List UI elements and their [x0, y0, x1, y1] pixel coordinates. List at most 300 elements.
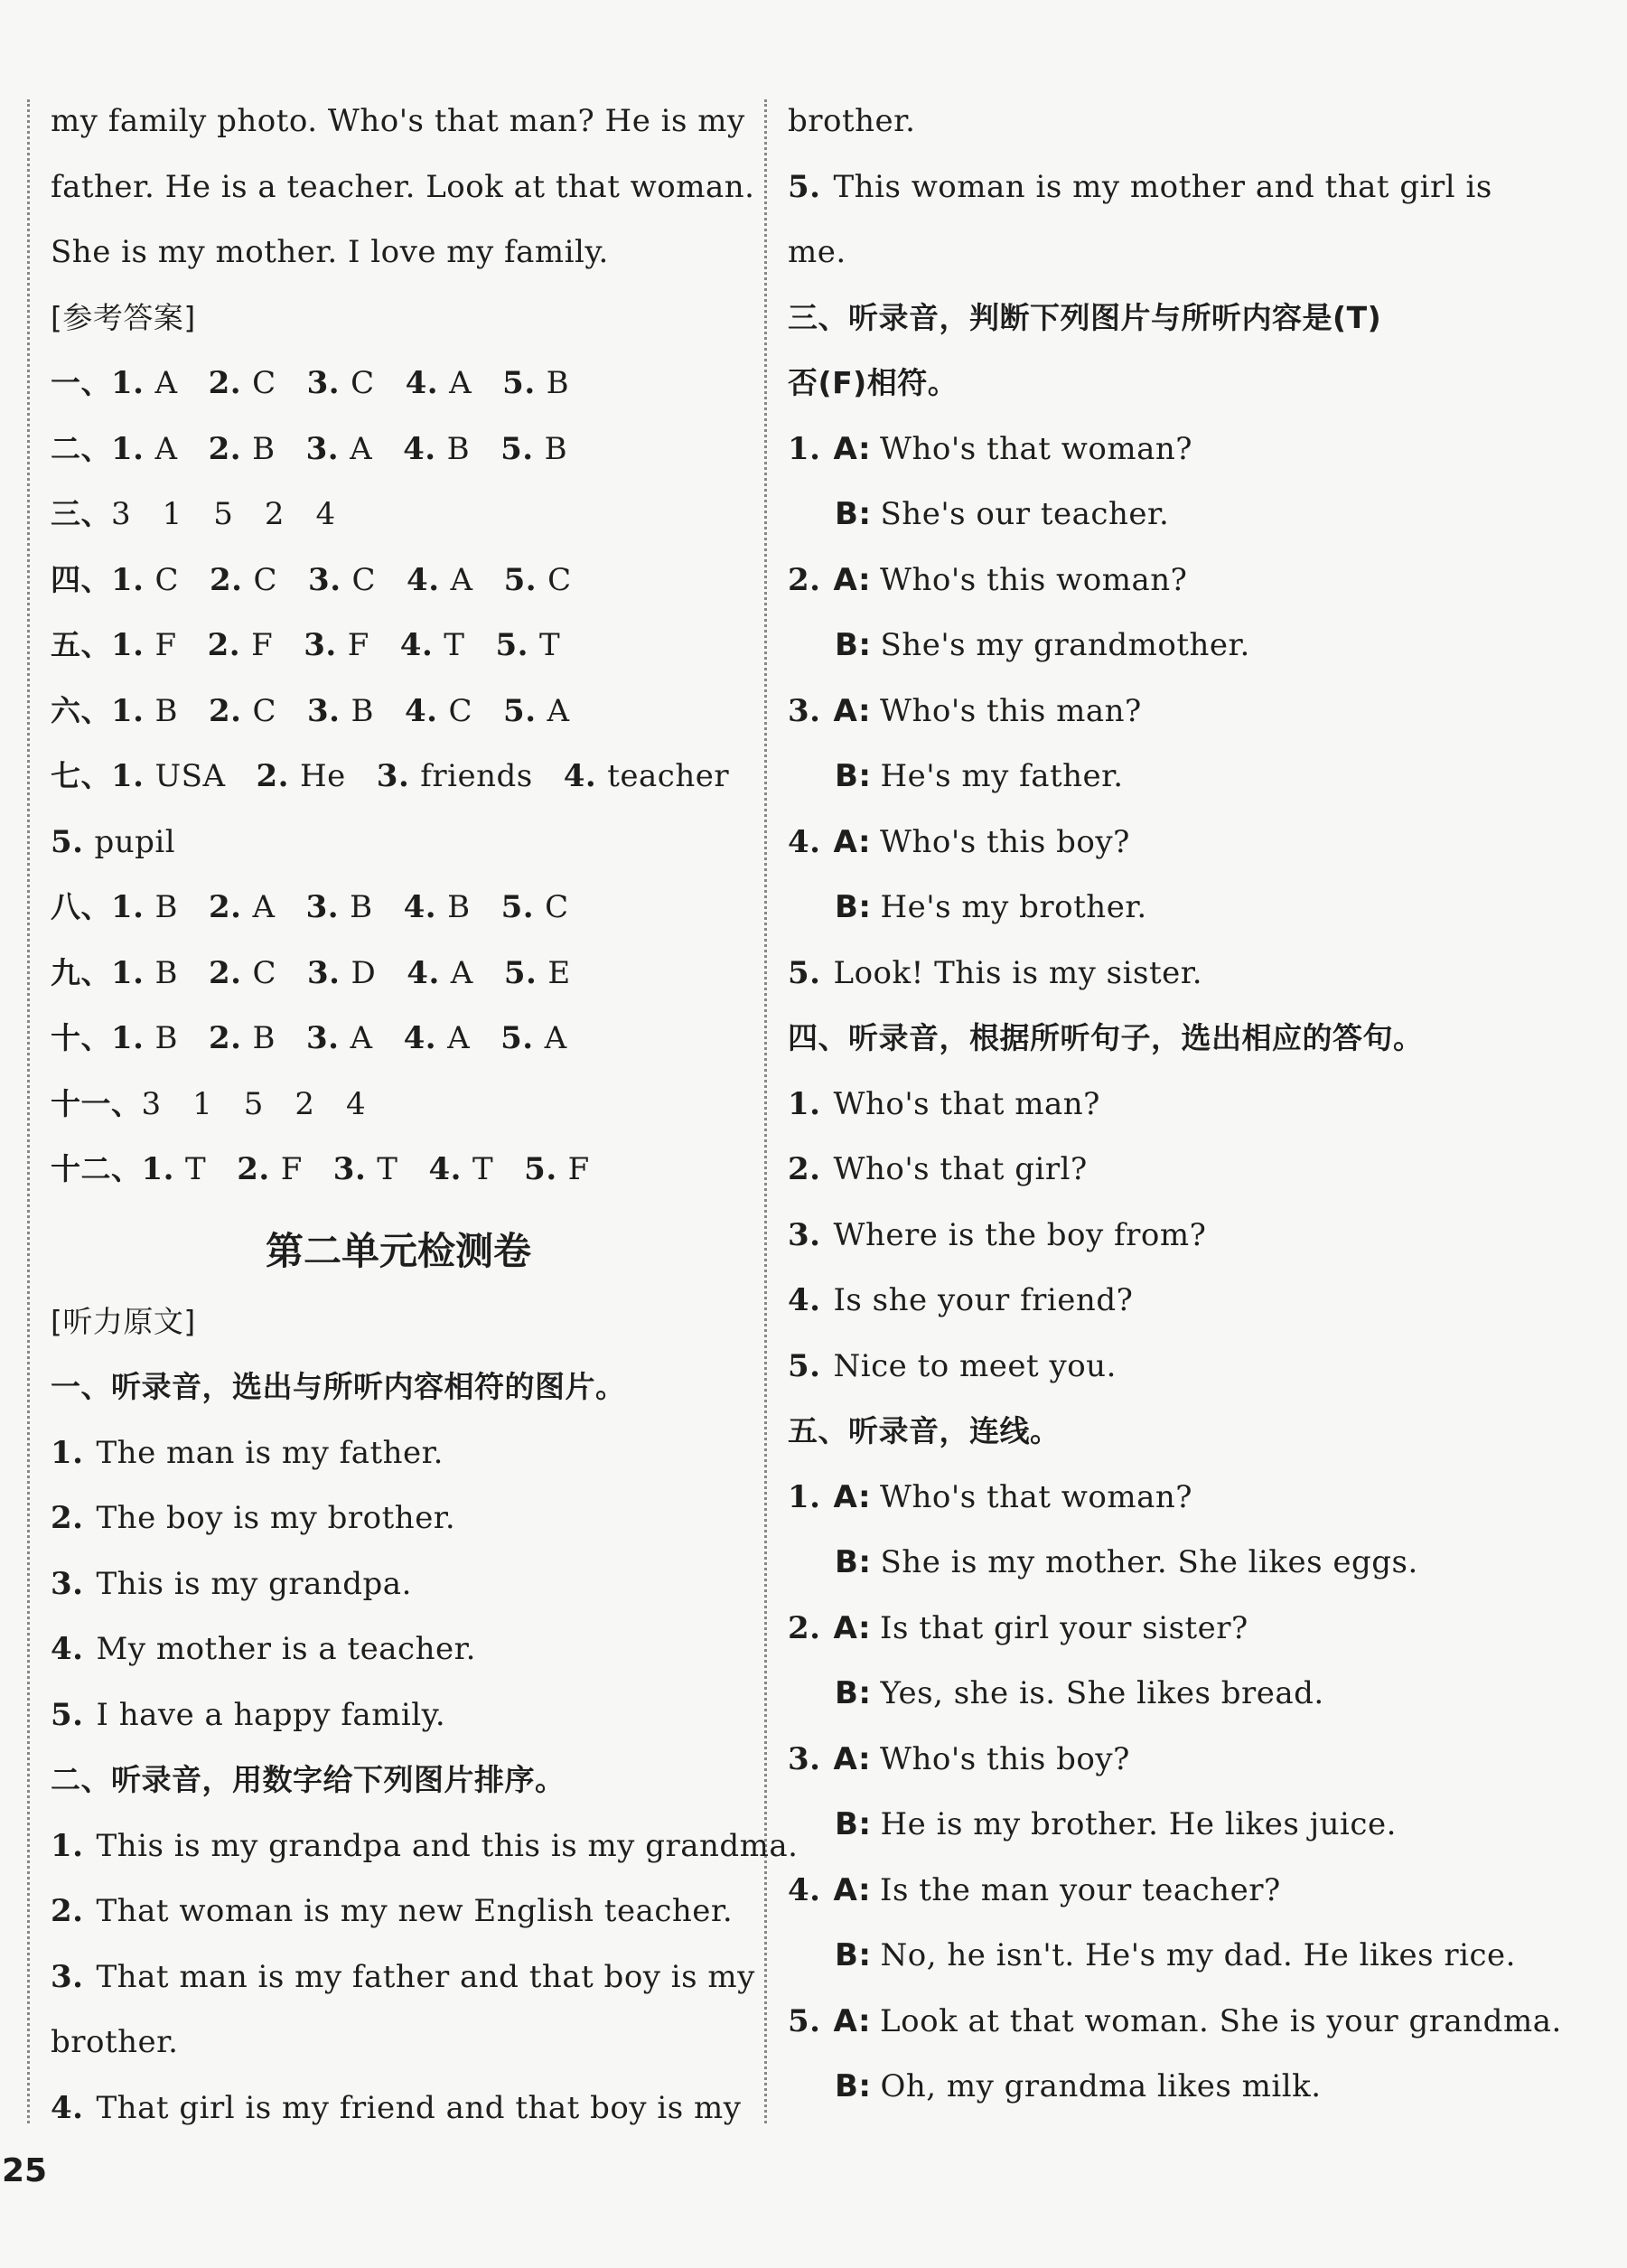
dialogue-line-b	[788, 1928, 1516, 1994]
answer-order: 3 1 5 2 4	[141, 1085, 367, 1122]
item-number: 2.	[51, 1893, 84, 1929]
listening-item	[51, 1884, 746, 1950]
answer-row	[51, 749, 746, 815]
listening-item	[51, 1622, 746, 1688]
answer-number: 1.	[111, 758, 145, 794]
answer-value: F	[154, 627, 177, 663]
answer-value: C	[252, 954, 277, 991]
answer-item	[501, 880, 569, 934]
listening-item	[788, 1339, 1483, 1405]
answer-row	[51, 553, 746, 619]
answer-section-label: 七、	[51, 758, 111, 793]
answer-item	[208, 618, 274, 672]
dialogue-line-b	[788, 2059, 1483, 2125]
answer-section-label: 九、	[51, 954, 111, 990]
section-title: 三、听录音，判断下列图片与所听内容是(T)	[788, 299, 1382, 335]
item-number: 2.	[51, 1500, 84, 1536]
answer-section-label: 十、	[51, 1020, 111, 1055]
dialogue-line-a	[788, 1601, 1483, 1667]
answer-row	[51, 946, 746, 1012]
section-title: 二、听录音，用数字给下列图片排序。	[51, 1762, 566, 1797]
answer-value: He	[300, 758, 346, 794]
answer-value: B	[154, 1020, 178, 1056]
item-number: 2.	[788, 1609, 821, 1646]
answer-item	[209, 1011, 276, 1065]
answer-value: F	[567, 1151, 590, 1187]
answer-item	[333, 1142, 398, 1196]
listening-item	[788, 1208, 1483, 1274]
answer-item	[428, 1142, 493, 1196]
speaker-a: A:	[833, 1609, 872, 1646]
speaker-b: B:	[835, 627, 872, 663]
answer-number: 2.	[209, 954, 242, 991]
dialogue-text: Who's this woman?	[880, 561, 1188, 598]
answer-item	[400, 618, 465, 672]
answer-number: 3.	[332, 1151, 367, 1187]
section-title-cont: 否(F)相符。	[788, 365, 958, 400]
answer-number: 4.	[403, 889, 437, 925]
answer-item	[210, 553, 277, 607]
answer-number: 2.	[208, 430, 242, 467]
answer-item	[495, 618, 560, 672]
item-text: That girl is my friend and that boy is my	[96, 2089, 742, 2126]
dialogue-line-a	[788, 1470, 1483, 1536]
right-column	[788, 94, 1562, 2125]
answer-value: A	[350, 1020, 373, 1056]
answer-value: B	[154, 954, 178, 991]
item-text: brother.	[51, 2024, 179, 2060]
item-number: 5.	[51, 1696, 84, 1733]
listening-item	[788, 946, 1483, 1012]
item-number: 1.	[788, 1085, 821, 1122]
speaker-a: A:	[833, 823, 872, 860]
item-text: Look! This is my sister.	[833, 954, 1203, 991]
item-number: 4.	[51, 1631, 84, 1667]
answer-value: B	[350, 889, 373, 925]
answer-value: T	[444, 627, 465, 663]
answer-number: 1.	[111, 430, 145, 467]
dialogue-text: She's my grandmother.	[880, 627, 1250, 663]
dialogue-line-b	[788, 1666, 1483, 1732]
speaker-a: A:	[833, 561, 872, 598]
listening-item	[51, 2081, 746, 2147]
answer-number: 3.	[307, 954, 341, 991]
answer-section-label: 五、	[51, 627, 111, 662]
answer-item	[306, 422, 373, 476]
answer-item	[111, 553, 179, 607]
item-number: 4.	[788, 1871, 821, 1908]
dialogue-text: Is that girl your sister?	[880, 1609, 1248, 1646]
answer-item	[500, 422, 567, 476]
answer-number: 1.	[111, 889, 145, 925]
item-number: 2.	[788, 561, 821, 598]
listening-item	[788, 94, 1483, 160]
dialogue-line-b	[788, 1535, 1483, 1601]
answer-number: 5.	[51, 823, 84, 860]
item-text: Where is the boy from?	[833, 1216, 1207, 1253]
listening-item	[788, 160, 1492, 226]
answer-number: 4.	[428, 1151, 462, 1187]
answer-number: 3.	[308, 561, 341, 598]
item-number: 1.	[51, 1434, 84, 1471]
answer-value: C	[545, 889, 569, 925]
answer-value: C	[252, 365, 276, 401]
answer-number: 2.	[207, 627, 241, 663]
dialogue-text: He's my father.	[880, 758, 1124, 794]
section-title: 五、听录音，连线。	[788, 1413, 1061, 1448]
answer-value: T	[185, 1151, 207, 1187]
answer-number: 4.	[407, 954, 440, 991]
answer-row	[51, 1011, 746, 1077]
answer-item	[406, 356, 472, 410]
item-text: This is my grandpa.	[96, 1565, 412, 1602]
answer-number: 1.	[111, 692, 145, 729]
dialogue-line-b	[788, 618, 1483, 684]
item-text: The man is my father.	[96, 1434, 444, 1471]
answer-row	[51, 618, 746, 684]
answer-item	[51, 815, 175, 869]
answer-item	[142, 1142, 207, 1196]
item-number: 5.	[788, 1347, 821, 1384]
item-text: Is she your friend?	[833, 1282, 1134, 1318]
answer-item	[111, 422, 178, 476]
speaker-b: B:	[835, 2068, 872, 2104]
answer-number: 1.	[141, 1151, 174, 1187]
answer-section-label: 四、	[51, 561, 111, 597]
answer-item	[404, 880, 471, 934]
item-text: This is my grandpa and this is my grandma.	[96, 1827, 799, 1864]
answer-item	[404, 1011, 471, 1065]
answer-item	[503, 684, 570, 738]
page-number: 25	[2, 2152, 48, 2189]
item-number: 1.	[51, 1827, 84, 1864]
speaker-b: B:	[835, 758, 872, 794]
item-text: brother.	[788, 103, 916, 139]
speaker-a: A:	[833, 1478, 872, 1515]
answer-number: 1.	[111, 627, 145, 663]
speaker-b: B:	[835, 1675, 872, 1711]
answer-number: 4.	[399, 627, 434, 663]
dialogue-text: Who's that woman?	[880, 430, 1192, 467]
listening-item	[51, 1688, 746, 1754]
item-text: That man is my father and that boy is my	[96, 1958, 755, 1995]
answer-value: B	[252, 1020, 276, 1056]
item-text: Who's that man?	[833, 1085, 1100, 1122]
dialogue-line-a	[788, 815, 1483, 881]
answer-value: B	[351, 692, 375, 729]
answer-row	[51, 422, 746, 488]
item-number: 1.	[788, 1478, 821, 1515]
answer-value: B	[154, 692, 178, 729]
answer-item	[307, 946, 376, 1000]
answer-item	[304, 618, 369, 672]
answer-number: 2.	[209, 889, 242, 925]
answer-value: D	[351, 954, 377, 991]
dialogue-line-a	[788, 1732, 1483, 1798]
answer-item	[307, 684, 374, 738]
dialogue-text: She is my mother. She likes eggs.	[880, 1544, 1418, 1580]
dialogue-text: He is my brother. He likes juice.	[880, 1806, 1397, 1842]
answer-key-header: [参考答案]	[51, 299, 196, 335]
answer-value: B	[446, 430, 471, 467]
answer-value: C	[547, 561, 572, 598]
answer-item	[500, 1011, 567, 1065]
answer-section-label: 六、	[51, 692, 111, 728]
answer-number: 2.	[208, 365, 242, 401]
answer-number: 3.	[306, 1020, 340, 1056]
answer-item	[502, 356, 569, 410]
dialogue-line-b	[788, 487, 1483, 553]
answer-section-label: 十二、	[51, 1151, 142, 1186]
answer-value: C	[154, 561, 180, 598]
dialogue-text: Who's this boy?	[880, 823, 1130, 860]
speaker-b: B:	[835, 1544, 872, 1580]
answer-value: B	[544, 430, 568, 467]
listening-item	[51, 1950, 755, 2016]
passage-line: She is my mother. I love my family.	[51, 234, 609, 270]
answer-value: friends	[420, 758, 533, 794]
answer-value: A	[252, 889, 276, 925]
answer-item	[111, 356, 178, 410]
item-number: 2.	[788, 1151, 821, 1187]
answer-value: B	[252, 430, 276, 467]
answer-number: 5.	[500, 889, 535, 925]
dialogue-text: He's my brother.	[880, 889, 1147, 925]
item-number: 5.	[788, 168, 821, 205]
answer-number: 1.	[111, 954, 145, 991]
answer-section-label: 三、	[51, 496, 111, 531]
answer-number: 4.	[407, 561, 440, 598]
answer-number: 2.	[256, 758, 289, 794]
answer-value: C	[448, 692, 473, 729]
left-column	[51, 94, 799, 2146]
speaker-a: A:	[833, 430, 872, 467]
answer-number: 2.	[210, 561, 243, 598]
answer-item	[111, 946, 178, 1000]
answer-item	[524, 1142, 590, 1196]
item-number: 4.	[51, 2089, 84, 2126]
answer-item	[209, 684, 276, 738]
item-number: 4.	[788, 823, 821, 860]
item-number: 5.	[788, 954, 821, 991]
answer-item	[237, 1142, 303, 1196]
answer-value: C	[253, 561, 278, 598]
speaker-a: A:	[833, 692, 872, 729]
answer-number: 4.	[563, 758, 597, 794]
answer-number: 1.	[111, 561, 145, 598]
answer-number: 3.	[376, 758, 410, 794]
answer-number: 4.	[403, 1020, 437, 1056]
answer-row	[51, 356, 746, 422]
answer-value: A	[547, 692, 570, 729]
answer-value: A	[449, 365, 472, 401]
listening-item	[788, 225, 1483, 291]
answer-item	[111, 618, 177, 672]
item-text: My mother is a teacher.	[96, 1631, 476, 1667]
answer-value: C	[351, 365, 375, 401]
dialogue-text: Who's this boy?	[880, 1740, 1130, 1777]
answer-value: A	[544, 1020, 567, 1056]
answer-item	[111, 880, 178, 934]
answer-number: 4.	[405, 365, 439, 401]
passage-line: father. He is a teacher. Look at that woman.	[51, 168, 755, 205]
item-number: 3.	[51, 1958, 84, 1995]
answer-value: A	[154, 430, 178, 467]
dialogue-text: Who's that woman?	[880, 1478, 1192, 1515]
dialogue-line-a	[788, 553, 1483, 619]
answer-item	[504, 553, 572, 607]
answer-value: T	[472, 1151, 494, 1187]
answer-item	[564, 749, 729, 803]
answer-value: F	[347, 627, 369, 663]
answer-section-label: 十一、	[51, 1085, 142, 1121]
answer-item	[377, 749, 533, 803]
answer-number: 3.	[307, 692, 341, 729]
answer-item	[308, 553, 376, 607]
answer-row	[51, 815, 746, 881]
dialogue-line-a	[788, 422, 1483, 488]
answer-value: F	[280, 1151, 303, 1187]
dialogue-line-b	[788, 880, 1483, 946]
speaker-b: B:	[835, 496, 872, 532]
item-number: 3.	[51, 1565, 84, 1602]
answer-value: C	[351, 561, 377, 598]
answer-item	[405, 684, 472, 738]
answer-value: B	[154, 889, 178, 925]
answer-value: T	[538, 627, 561, 663]
answer-number: 5.	[502, 365, 536, 401]
answer-number: 4.	[403, 430, 436, 467]
answer-item	[209, 422, 276, 476]
listening-item	[788, 1142, 1483, 1208]
answer-number: 3.	[305, 430, 340, 467]
answer-value: A	[447, 1020, 471, 1056]
answer-number: 4.	[405, 692, 438, 729]
item-text: Nice to meet you.	[833, 1347, 1117, 1384]
answer-number: 1.	[111, 365, 145, 401]
answer-row	[51, 1142, 746, 1208]
dialogue-line-b	[788, 749, 1483, 815]
answer-row	[51, 487, 746, 553]
answer-value: A	[450, 561, 473, 598]
answer-section-label: 二、	[51, 430, 111, 466]
item-text: Who's that girl?	[833, 1151, 1088, 1187]
dialogue-line-a	[788, 1994, 1562, 2060]
answer-number: 5.	[495, 627, 528, 663]
answer-item	[111, 684, 178, 738]
answer-value: USA	[154, 758, 226, 794]
answer-value: T	[377, 1151, 398, 1187]
item-text: me.	[788, 234, 846, 270]
section-title: 四、听录音，根据所听句子，选出相应的答句。	[788, 1020, 1424, 1055]
answer-value: C	[252, 692, 277, 729]
speaker-a: A:	[833, 1740, 872, 1777]
dialogue-line-b	[788, 1797, 1483, 1863]
dialogue-line-a	[788, 684, 1483, 750]
listening-item	[51, 2015, 746, 2081]
dialogue-text: Is the man your teacher?	[880, 1871, 1281, 1908]
dialogue-text: Who's this man?	[880, 692, 1142, 729]
answer-order: 3 1 5 2 4	[111, 496, 336, 532]
item-text: I have a happy family.	[96, 1696, 446, 1733]
dialogue-text: Look at that woman. She is your grandma.	[880, 2002, 1562, 2039]
speaker-a: A:	[833, 1871, 872, 1908]
speaker-a: A:	[833, 2002, 872, 2039]
item-number: 4.	[788, 1282, 821, 1318]
listening-header: [听力原文]	[51, 1303, 196, 1339]
answer-value: B	[546, 365, 570, 401]
speaker-b: B:	[835, 889, 872, 925]
answer-item	[307, 356, 375, 410]
dialogue-text: No, he isn't. He's my dad. He likes rice.	[880, 1937, 1516, 1973]
answer-item	[306, 1011, 373, 1065]
answer-number: 5.	[503, 692, 537, 729]
item-text: That woman is my new English teacher.	[96, 1893, 734, 1929]
answer-item	[209, 946, 276, 1000]
column-divider	[764, 99, 767, 2123]
answer-row	[51, 880, 746, 946]
passage-line: my family photo. Who's that man? He is my	[51, 103, 745, 139]
answer-item	[111, 749, 226, 803]
item-number: 3.	[788, 692, 821, 729]
dialogue-text: Yes, she is. She likes bread.	[880, 1675, 1324, 1711]
item-number: 1.	[788, 430, 821, 467]
item-text: The boy is my brother.	[96, 1500, 456, 1536]
answer-item	[407, 946, 473, 1000]
answer-number: 5.	[500, 1020, 534, 1056]
item-number: 3.	[788, 1216, 821, 1253]
speaker-b: B:	[835, 1937, 872, 1973]
item-number: 5.	[788, 2002, 821, 2039]
answer-section-label: 一、	[51, 365, 111, 400]
answer-number: 1.	[111, 1020, 145, 1056]
answer-value: E	[547, 954, 571, 991]
answer-number: 3.	[304, 627, 337, 663]
listening-item	[51, 1491, 746, 1557]
answer-value: teacher	[607, 758, 730, 794]
answer-value: A	[350, 430, 373, 467]
answer-item	[209, 880, 276, 934]
answer-number: 5.	[524, 1151, 557, 1187]
dialogue-text: She's our teacher.	[880, 496, 1170, 532]
answer-item	[111, 1011, 178, 1065]
answer-value: F	[251, 627, 274, 663]
answer-value: A	[154, 365, 178, 401]
unit-title: 第二单元检测卷	[265, 1228, 531, 1273]
listening-item	[51, 1426, 746, 1492]
answer-row	[51, 684, 746, 750]
speaker-b: B:	[835, 1806, 872, 1842]
listening-item	[788, 1273, 1483, 1339]
answer-number: 2.	[209, 692, 242, 729]
answer-value: pupil	[94, 823, 176, 860]
answer-number: 5.	[503, 954, 538, 991]
answer-row	[51, 1077, 746, 1143]
dialogue-text: Oh, my grandma likes milk.	[880, 2068, 1322, 2104]
item-text: This woman is my mother and that girl is	[833, 168, 1492, 205]
answer-item	[306, 880, 373, 934]
dialogue-line-a	[788, 1863, 1483, 1929]
listening-item	[51, 1557, 746, 1623]
answer-section-label: 八、	[51, 889, 111, 924]
answer-item	[504, 946, 571, 1000]
answer-item	[209, 356, 276, 410]
answer-item	[407, 553, 473, 607]
item-number: 3.	[788, 1740, 821, 1777]
answer-number: 3.	[305, 889, 340, 925]
answer-number: 3.	[306, 365, 341, 401]
listening-item	[788, 1077, 1483, 1143]
